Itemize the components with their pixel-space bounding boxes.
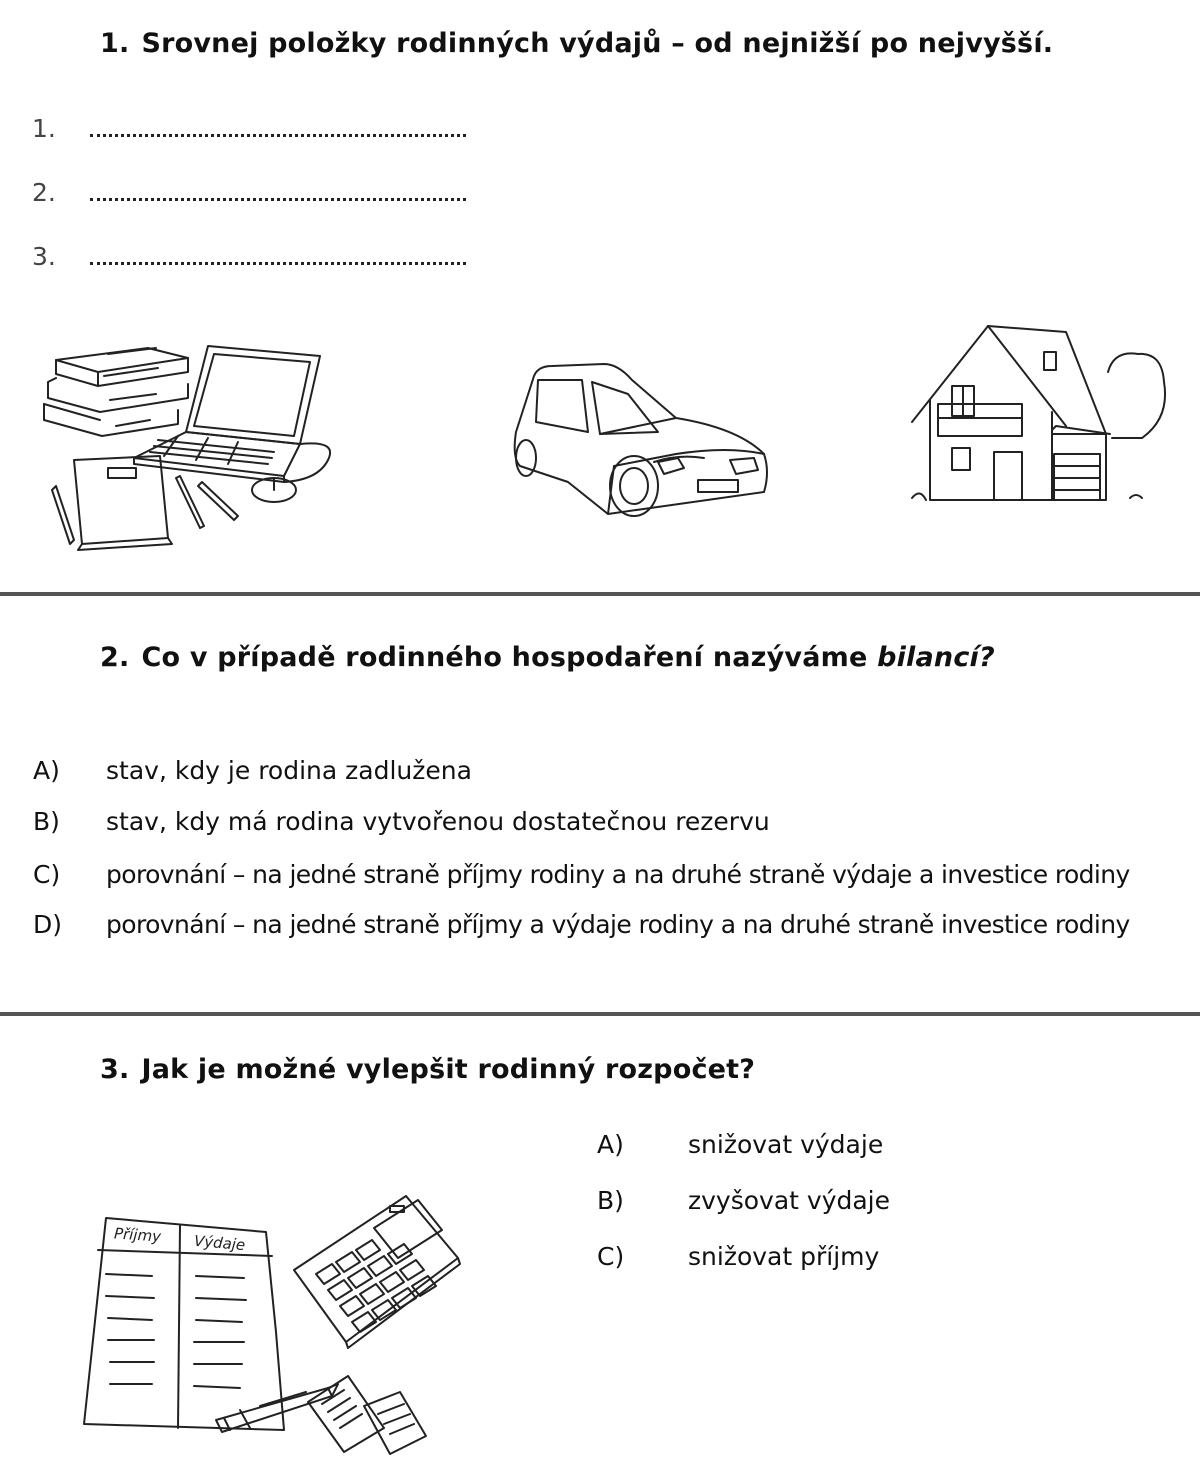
question-1-title: 1. Srovnej položky rodinných výdajů – od nejnižší po nejvyšší. [100,28,1054,59]
option-letter: D) [33,910,63,939]
question-3-title: 3. Jak je možné vylepšit rodinný rozpočet? [100,1054,756,1085]
blank-number: 2. [32,178,56,207]
blank-number: 1. [32,114,56,143]
option-text: porovnání – na jedné straně příjmy a výdaje rodiny a na druhé straně investice rodiny [106,910,1130,939]
option-text: stav, kdy je rodina zadlužena [106,756,472,785]
option-letter: A) [597,1130,624,1159]
option-letter: B) [33,807,60,836]
dotted-line[interactable] [90,132,466,137]
option-letter: B) [597,1186,624,1215]
sheet-header-prijmy: Příjmy [113,1224,162,1246]
section-divider-1 [0,592,1200,596]
blank-number: 3. [32,242,56,271]
option-text: zvyšovat výdaje [688,1186,891,1215]
books-laptop-icon [38,340,338,550]
dotted-line[interactable] [90,260,466,265]
dotted-line[interactable] [90,196,466,201]
section-divider-2 [0,1012,1200,1016]
calculator-icon [288,1192,464,1352]
option-letter: A) [33,756,60,785]
option-letter: C) [597,1242,625,1271]
sheet-header-vydaje: Výdaje [193,1231,246,1255]
car-icon [508,362,774,522]
option-letter: C) [33,860,61,889]
option-text: stav, kdy má rodina vytvořenou dostatečnou rezervu [106,807,770,836]
option-text: snižovat příjmy [688,1242,880,1271]
option-text: snižovat výdaje [688,1130,884,1159]
question-2-title: 2. Co v případě rodinného hospodaření nazýváme bilancí? [100,642,995,673]
receipt-icon [300,1372,430,1456]
house-icon [906,322,1170,504]
term-emphasis: bilancí? [877,642,995,673]
option-text: porovnání – na jedné straně příjmy rodiny a na druhé straně výdaje a investice rodiny [106,860,1130,889]
